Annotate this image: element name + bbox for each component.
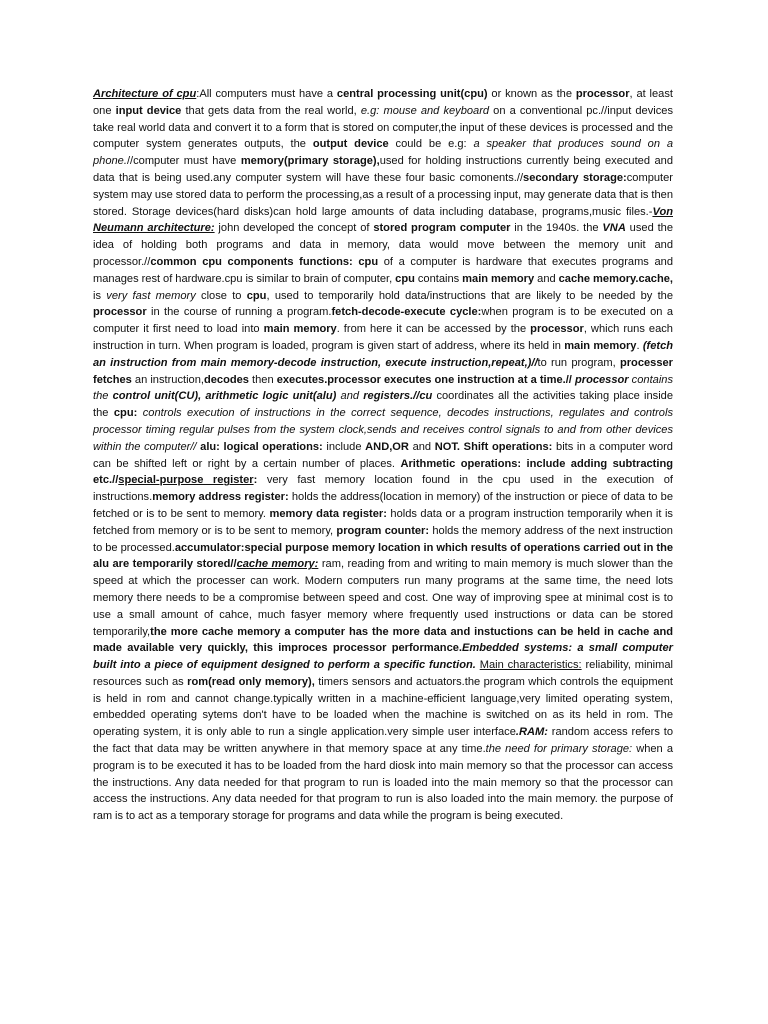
- text-run: . from here it can be accessed by the: [336, 323, 531, 336]
- text-run: decodes: [203, 373, 249, 386]
- text-run: on a conventional pc.//input devices take real world data and convert it to a form that is stored on computer,the input of these devices is processed and the computer system generates outputs, the: [93, 104, 673, 151]
- text-run: is: [93, 289, 107, 302]
- text-run: , at least one: [93, 88, 673, 117]
- text-run: VNA: [602, 222, 626, 235]
- text-run: in the course of running a program.: [146, 306, 332, 319]
- text-run: Architecture of cpu: [93, 88, 197, 100]
- text-run: .RAM:: [515, 726, 548, 739]
- text-run: of a computer is hardware that executes programs and manages rest of hardware.cpu is similar to brain of computer,: [93, 255, 673, 285]
- text-run: used for holding instructions currently being executed and data that is being used.any computer system will have these four basic comonents.//: [93, 155, 673, 184]
- text-run: random access refers to the fact that data may be written anywhere in that memory space at any time.: [93, 726, 673, 756]
- text-run: an instruction,: [131, 373, 204, 386]
- text-run: processor: [93, 306, 147, 319]
- text-run: coordinates all the activities taking place inside the: [93, 390, 673, 420]
- text-run: cache memory:: [236, 558, 319, 571]
- text-run: timers sensors and actuators.the program which controls the equipment is held in rom and cannot change.typically written in a machine-efficient language,very limited operating system, embedded operating sytems don't have to be loaded when the machine is switched on as its held in rom. The operating system, it is only able to run a single application.very simple user interface: [93, 675, 674, 739]
- text-run: //computer must have: [126, 155, 241, 168]
- text-run: output device: [312, 138, 389, 151]
- text-run: computer system may use stored data to perform the processing,as a result of a processing input, may generate data that is then stored. Storage devices(hard disks)can hold large amounts of data including database, programs,music files.-: [93, 171, 673, 218]
- text-run: cpu:: [113, 407, 138, 420]
- text-run: holds data or a program instruction temporarily when it is fetched from memory or is to be sent to memory,: [93, 507, 673, 537]
- text-run: very fast memory: [106, 289, 196, 302]
- text-run: main memory: [263, 323, 337, 336]
- text-run: Arithmetic operations: include adding subtracting etc.//: [93, 457, 673, 487]
- text-run: in the 1940s. the: [510, 222, 603, 235]
- text-run: reliability, minimal resources such as: [93, 659, 673, 688]
- text-run: ram, reading from and writing to main memory is much slower than the speed at which the processer can work. Modern computers run many programs at the same time, the need lots memory there needs to be a compromise between speed and cost. One way of improving spee at minimal cost is to use a small amount of cahce, much fasyer memory where frequently used instructions or data can be stored temporarily,: [93, 558, 673, 638]
- text-run: registers.//cu: [363, 390, 433, 403]
- text-run: when program is to be executed on a computer it first need to load into: [93, 306, 673, 336]
- text-run: , used to temporarily hold data/instructions that are likely to be needed by the: [266, 289, 673, 302]
- text-run: rom(read only memory),: [187, 675, 315, 688]
- text-run: , which runs each instruction in turn. When program is loaded, program is given start of address, where its held in: [93, 323, 673, 352]
- text-run: .: [636, 339, 643, 352]
- text-run: processor: [530, 323, 584, 336]
- document-paragraph: [93, 86, 673, 825]
- text-run: Main characteristics:: [479, 659, 582, 672]
- text-run: AND,OR: [365, 440, 409, 453]
- text-run: to run program,: [537, 356, 620, 369]
- text-run: john developed the concept of: [214, 222, 374, 235]
- text-run: memory data register:: [269, 507, 387, 520]
- text-run: :All computers must have a: [196, 88, 337, 100]
- text-run: that gets data from the real world,: [181, 104, 361, 117]
- text-run: could be e.g:: [388, 138, 474, 151]
- text-run: special-purpose register: [118, 474, 254, 487]
- text-run: main memory: [564, 339, 637, 352]
- text-run: when a program is to be executed it has to be loaded from the hard diosk into main memory so that the processor can access the instructions. Any data needed for that program to run is loaded into the main memory so that the processor can access the instructions. Any data needed for that program to run is also loaded into the main memory. the purpose of ram is to act as a temporary storage for programs and data while the program is being executed.: [93, 743, 673, 823]
- text-run: close to: [195, 289, 247, 302]
- document-body: [93, 86, 673, 825]
- text-run: very fast memory location found in the cpu used in the execution of instructions.: [93, 474, 673, 504]
- text-run: alu: logical operations:: [196, 440, 323, 453]
- text-run: processor: [574, 373, 629, 386]
- text-run: accumulator:special purpose memory location in which results of operations carried out in the alu are temporarily stored//: [93, 541, 674, 571]
- text-run: processer fetches: [93, 356, 673, 386]
- text-run: bits in a computer word can be shifted left or right by a certain number of places.: [93, 440, 673, 470]
- text-run: or known as the: [487, 88, 576, 100]
- text-run: contains the: [93, 373, 674, 403]
- text-run: :: [253, 474, 258, 487]
- text-run: cache memory.cache,: [558, 272, 674, 285]
- text-run: stored program computer: [373, 222, 511, 235]
- text-run: program counter:: [336, 524, 430, 537]
- text-run: fetch-decode-execute cycle:: [331, 306, 482, 319]
- text-run: memory address register:: [152, 491, 289, 504]
- text-run: a speaker that produces sound on a phone.: [93, 138, 673, 168]
- text-run: cpu: [246, 289, 267, 302]
- text-run: input device: [115, 104, 182, 117]
- text-run: holds the memory address of the next instruction to be processed.: [93, 524, 673, 554]
- text-run: secondary storage:: [523, 171, 627, 184]
- text-run: contains: [414, 272, 463, 285]
- text-run: common cpu components functions: cpu: [150, 255, 379, 268]
- text-run: holds the address(location in memory) of the instruction or piece of data to be fetched or is to be sent to memory.: [93, 491, 673, 520]
- text-run: (fetch an instruction from main memory-decode instruction, execute instruction,repeat,)//: [93, 339, 674, 369]
- text-run: central processing unit(cpu): [336, 88, 488, 100]
- text-run: Embedded systems: a small computer built into a piece of equipment designed to perform a specific function.: [93, 642, 673, 672]
- text-run: controls execution of instructions in the correct sequence, decodes instructions, regulates and controls processor timing regular pulses from the system clock,sends and receives control signals to and from other devices within the computer//: [93, 407, 673, 453]
- text-run: executes.processor executes one instruction at a time.//: [276, 373, 572, 386]
- text-run: and: [408, 440, 435, 453]
- text-run: then: [248, 373, 277, 386]
- text-run: processor: [575, 88, 630, 100]
- text-run: NOT. Shift operations:: [434, 440, 553, 453]
- text-run: include: [322, 440, 366, 453]
- text-run: the need for primary storage:: [485, 743, 633, 756]
- text-run: Von Neumann architecture:: [93, 205, 673, 235]
- text-run: e.g: mouse and keyboard: [360, 104, 490, 117]
- text-run: and: [336, 390, 364, 403]
- text-run: control unit(CU), arithmetic logic unit(alu): [112, 390, 337, 403]
- text-run: main memory: [462, 272, 535, 285]
- text-run: memory(primary storage),: [240, 155, 380, 168]
- text-run: the more cache memory a computer has the more data and instuctions can be held in cache and made available very quickly, this improces processor performance.: [93, 625, 673, 655]
- text-run: cpu: [395, 272, 415, 285]
- text-run: used the idea of holding both programs and data in memory, data would move between the memory unit and processor.//: [93, 222, 673, 268]
- text-run: and: [534, 272, 559, 285]
